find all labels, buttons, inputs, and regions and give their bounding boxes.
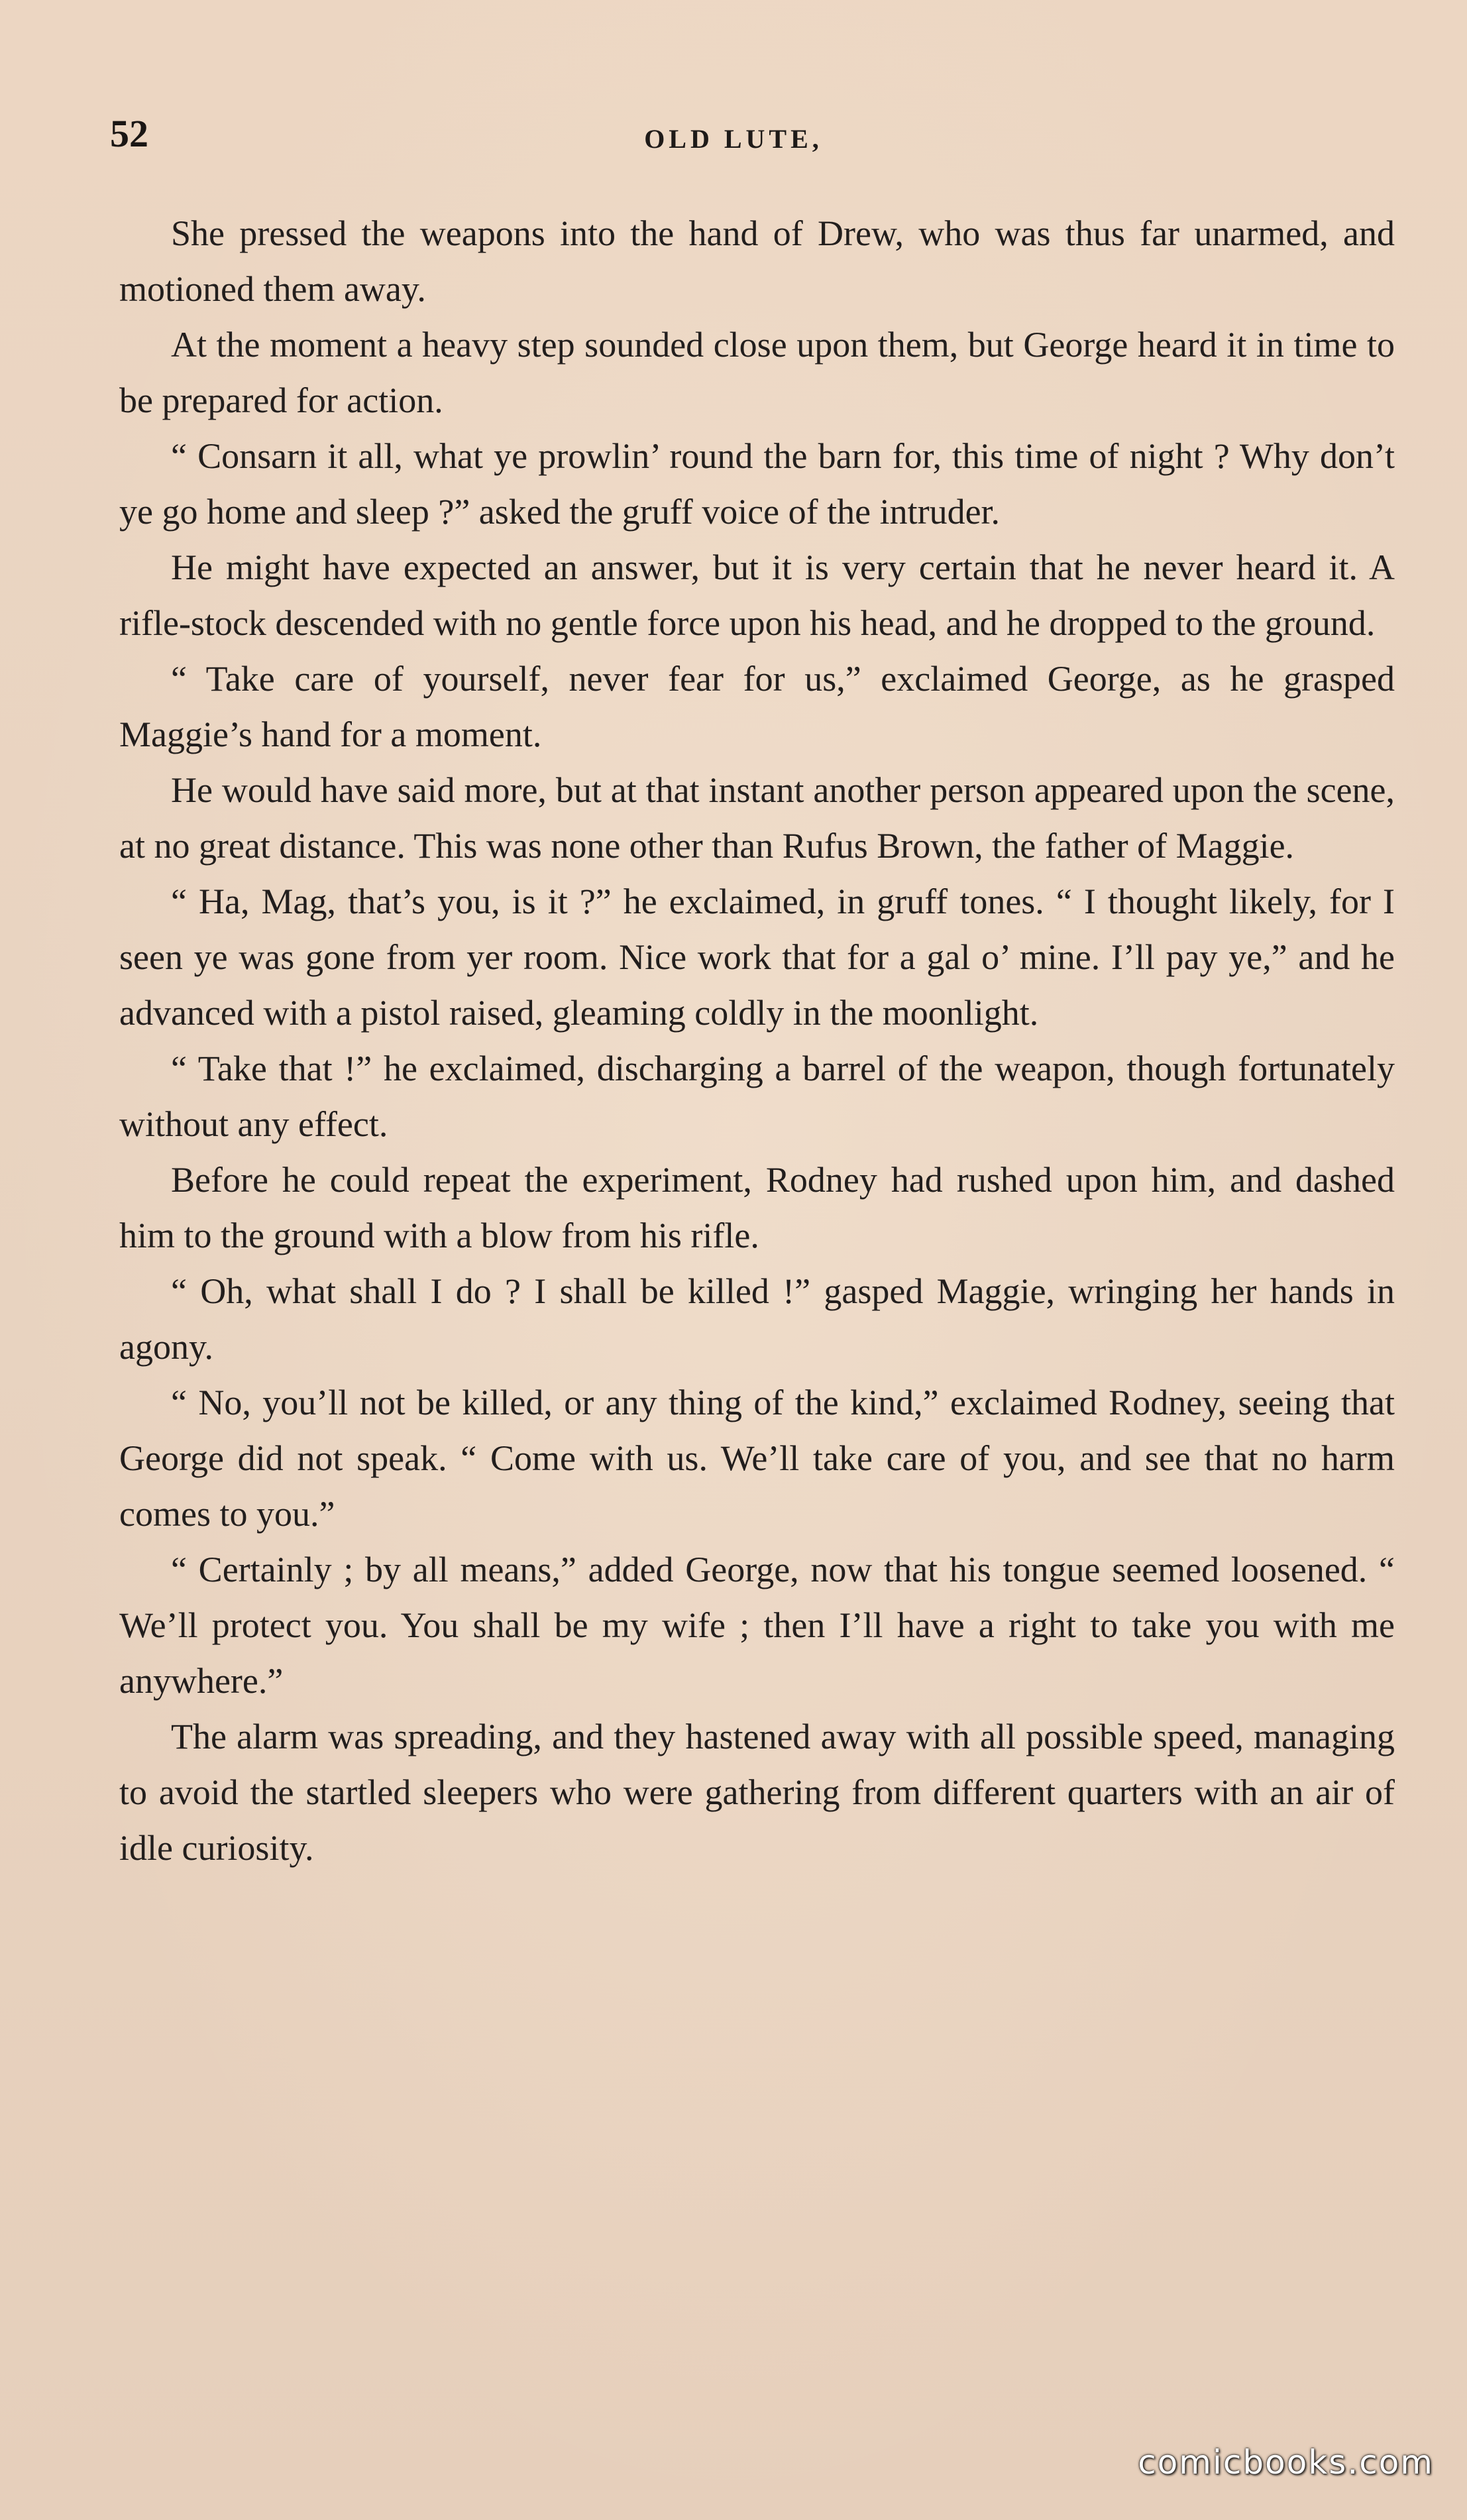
paragraph: Before he could repeat the experiment, Rodney had rushed upon him, and dashed him to the ground with a blow from his rifle. <box>119 1160 1395 1255</box>
page-number: 52 <box>110 112 148 155</box>
paragraph: “ Take care of yourself, never fear for us,” exclaimed George, as he grasped Maggie’s hand for a moment. <box>119 659 1395 754</box>
paragraph: The alarm was spreading, and they hastened away with all possible speed, managing to avoid the startled sleepers who were gathering from different quarters with an air of idle curiosity. <box>119 1717 1395 1868</box>
paragraph: “ Take that !” he exclaimed, discharging a barrel of the weapon, though fortunately without any effect. <box>119 1049 1395 1144</box>
paragraph: “ Consarn it all, what ye prowlin’ round the barn for, this time of night ? Why don’t ye go home and sleep ?” asked the gruff voice of the intruder. <box>119 436 1395 532</box>
paragraph: “ Ha, Mag, that’s you, is it ?” he exclaimed, in gruff tones. “ I thought likely, for I seen ye was gone from yer room. Nice work that for a gal o’ mine. I’ll pay ye,” and he advanced with a pistol raised, gleaming coldly in the moonlight. <box>119 882 1395 1033</box>
page-header <box>106 111 1361 164</box>
running-head: OLD LUTE, <box>644 124 823 154</box>
paragraph: “ Certainly ; by all means,” added George, now that his tongue seemed loosened. “ We’ll protect you. You shall be my wife ; then I’ll have a right to take you with me anywhere.” <box>119 1550 1395 1701</box>
paragraph: He might have expected an answer, but it is very certain that he never heard it. A rifle-stock descended with no gentle force upon his head, and he dropped to the ground. <box>119 547 1395 643</box>
paragraph: At the moment a heavy step sounded close upon them, but George heard it in time to be prepared for action. <box>119 325 1395 420</box>
body-text <box>119 205 1395 1876</box>
watermark: comicbooks.com <box>1138 2443 1434 2482</box>
paragraph: He would have said more, but at that instant another person appeared upon the scene, at no great distance. This was none other than Rufus Brown, the father of Maggie. <box>119 770 1395 866</box>
paragraph: “ Oh, what shall I do ? I shall be killed !” gasped Maggie, wringing her hands in agony. <box>119 1271 1395 1367</box>
paragraph: She pressed the weapons into the hand of Drew, who was thus far unarmed, and motioned them away. <box>119 213 1395 309</box>
paragraph: “ No, you’ll not be killed, or any thing of the kind,” exclaimed Rodney, seeing that George did not speak. “ Come with us. We’ll take care of you, and see that no harm comes to you.” <box>119 1383 1395 1534</box>
